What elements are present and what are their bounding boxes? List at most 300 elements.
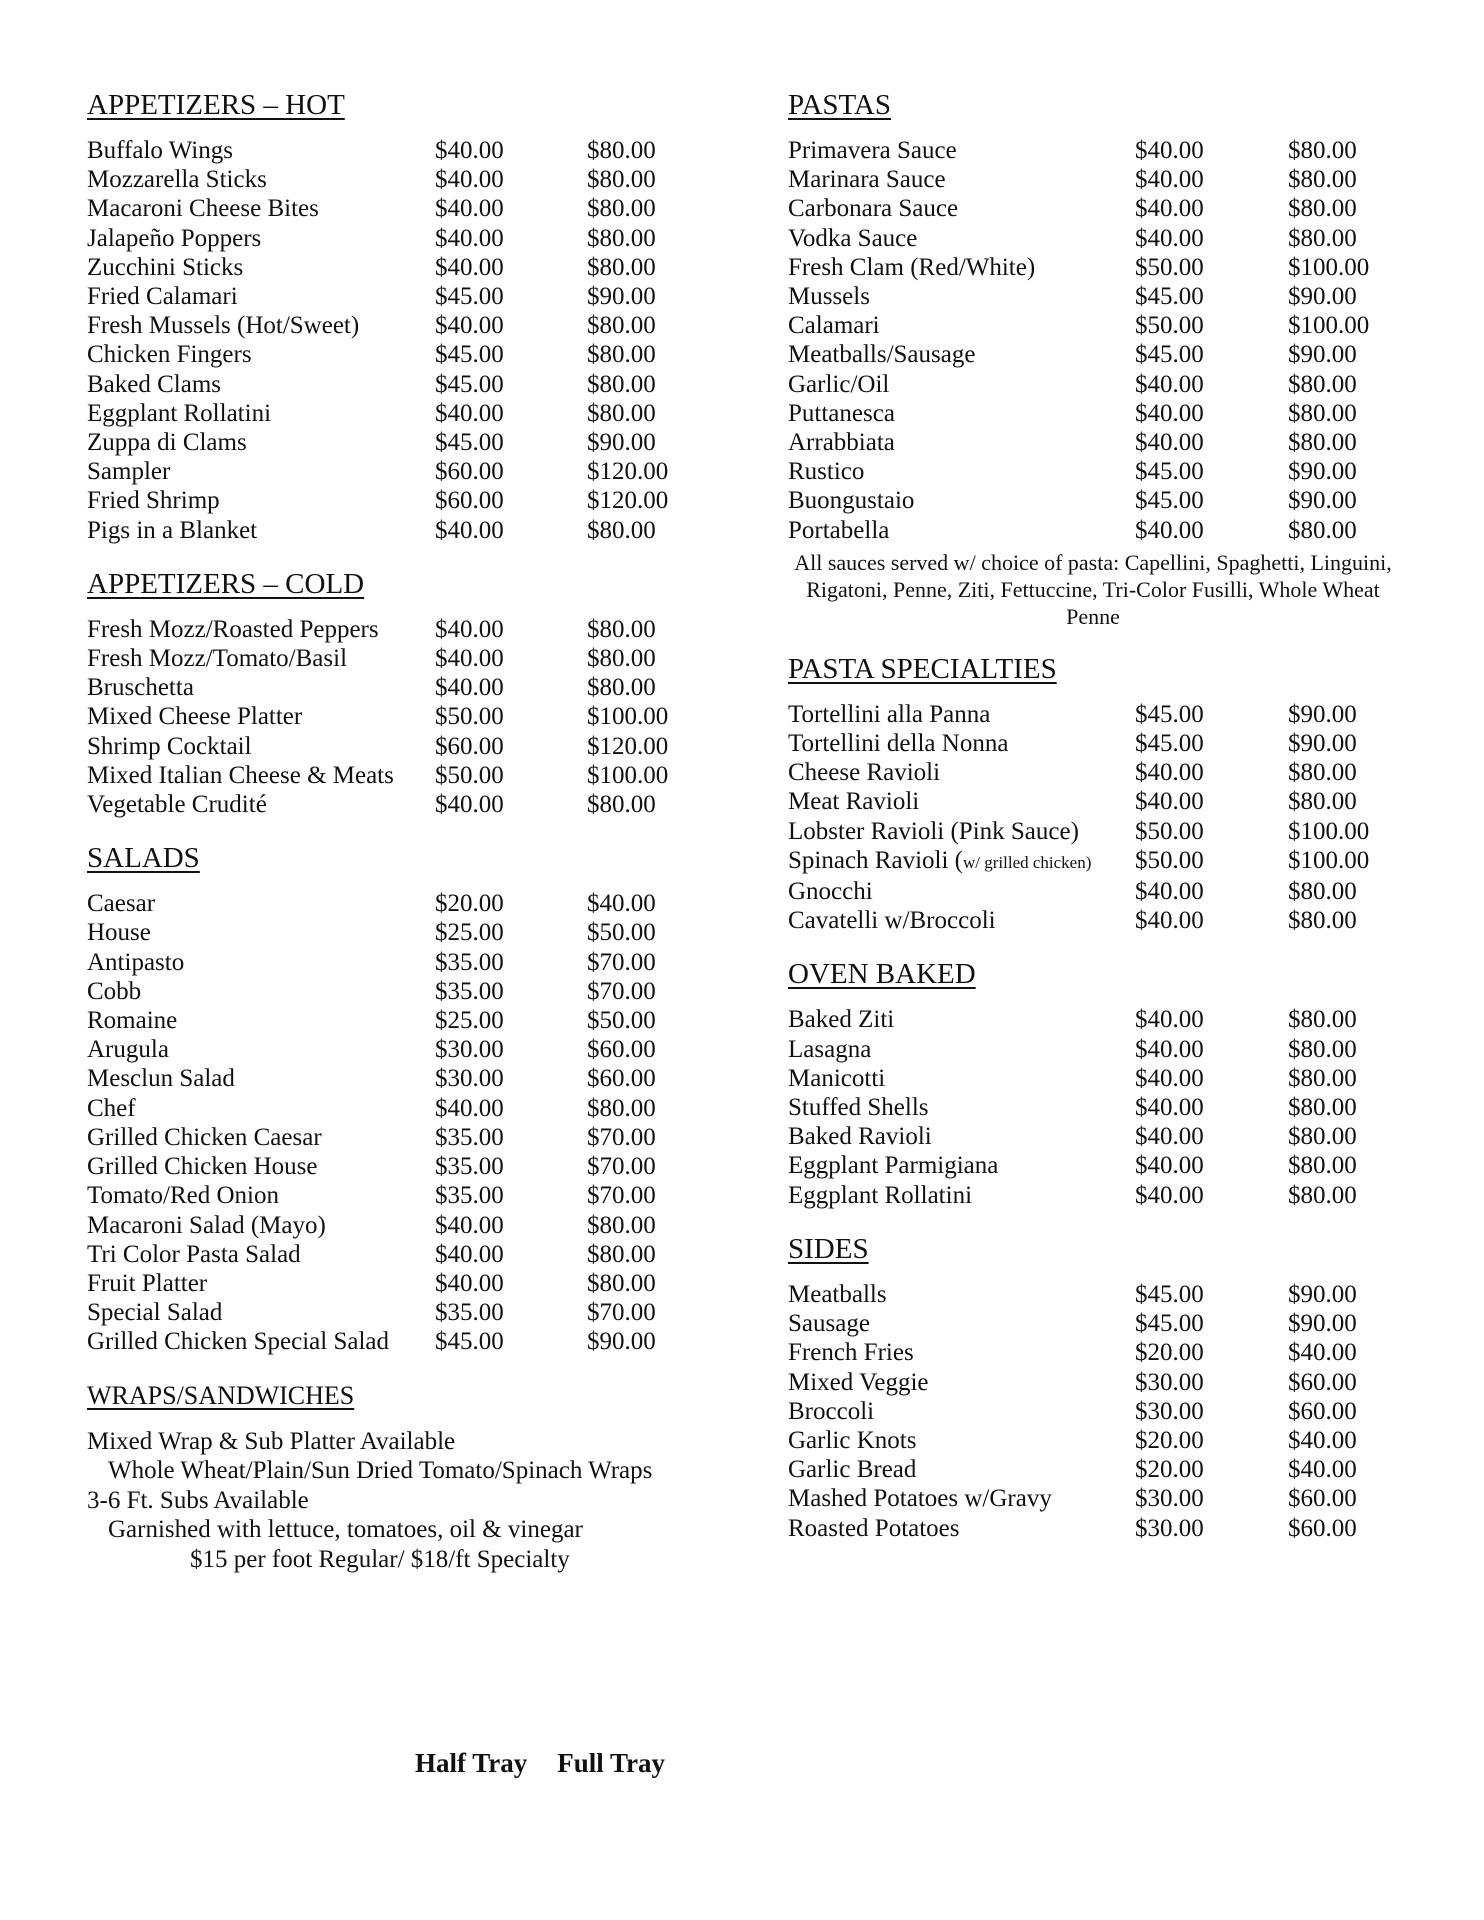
menu-item-row — [87, 1152, 727, 1181]
item-name-text: Meatballs/Sausage — [788, 341, 976, 369]
item-name — [788, 516, 1135, 545]
full-tray-price: $90.00 — [587, 283, 656, 311]
item-name-text: Special Salad — [87, 1299, 223, 1327]
menu-item-row — [788, 817, 1428, 846]
full-tray-price: $80.00 — [587, 253, 656, 281]
menu-item-row — [87, 165, 727, 194]
item-name-text: Buffalo Wings — [87, 137, 233, 164]
item-name-text: Mussels — [788, 283, 870, 311]
menu-item-row — [788, 516, 1428, 545]
full-tray-price: $80.00 — [587, 399, 656, 427]
wraps-line: Garnished with lettuce, tomatoes, oil & vinegar — [108, 1516, 583, 1544]
item-name-text: Lasagna — [788, 1035, 872, 1063]
half-tray-price: $35.00 — [435, 1182, 504, 1210]
full-tray-price: $80.00 — [1288, 759, 1357, 787]
item-name — [87, 761, 435, 790]
half-tray-price: $35.00 — [435, 948, 504, 976]
half-tray-price: $20.00 — [1135, 1426, 1204, 1454]
item-name-text: Baked Ravioli — [788, 1123, 932, 1151]
menu-item-row — [788, 700, 1428, 729]
menu-item-row — [87, 1240, 727, 1269]
item-name — [87, 311, 435, 340]
half-tray-price: $30.00 — [435, 1065, 504, 1093]
half-tray-price: $45.00 — [435, 429, 504, 457]
full-tray-price: $90.00 — [1288, 458, 1357, 486]
menu-item-row — [788, 758, 1428, 787]
full-tray-price: $80.00 — [1288, 1152, 1357, 1180]
item-name — [788, 194, 1135, 223]
half-tray-price: $40.00 — [1135, 429, 1204, 457]
full-tray-price: $80.00 — [1288, 166, 1357, 194]
half-tray-price: $45.00 — [1135, 283, 1204, 311]
item-name — [87, 948, 435, 977]
half-tray-price: $40.00 — [435, 1094, 504, 1122]
menu-item-row — [788, 457, 1428, 486]
item-name — [87, 136, 435, 165]
half-tray-price: $50.00 — [1135, 312, 1204, 340]
half-tray-price: $50.00 — [435, 761, 504, 789]
menu-item-row — [788, 1005, 1428, 1034]
item-name — [87, 1327, 435, 1356]
half-tray-price: $40.00 — [1135, 166, 1204, 194]
half-tray-price: $40.00 — [1135, 1152, 1204, 1180]
left-column — [87, 88, 727, 1596]
item-name — [788, 282, 1135, 311]
item-name — [788, 846, 1135, 877]
section-title: PASTAS — [788, 89, 892, 121]
item-name — [788, 486, 1135, 515]
full-tray-price: $50.00 — [587, 1007, 656, 1035]
menu-item-row — [87, 702, 727, 731]
menu-item-row — [788, 1484, 1428, 1513]
half-tray-price: $35.00 — [435, 1153, 504, 1181]
half-tray-price: $40.00 — [1135, 1181, 1204, 1209]
menu-item-row — [788, 1309, 1428, 1338]
half-tray-price: $45.00 — [435, 283, 504, 311]
item-name-text: Puttanesca — [788, 399, 895, 427]
half-tray-price: $45.00 — [1135, 487, 1204, 515]
item-name-text: Garlic Bread — [788, 1456, 917, 1484]
full-tray-price: $40.00 — [587, 890, 656, 918]
item-name — [87, 1211, 435, 1240]
menu-item-row — [87, 428, 727, 457]
full-tray-price: $60.00 — [1288, 1397, 1357, 1425]
item-name — [788, 399, 1135, 428]
half-tray-price: $25.00 — [435, 919, 504, 947]
item-name — [87, 1006, 435, 1035]
full-tray-price: $40.00 — [1288, 1426, 1357, 1454]
menu-item-row — [87, 1181, 727, 1210]
menu-item-row — [87, 732, 727, 761]
item-name-text: Tomato/Red Onion — [87, 1182, 279, 1210]
menu-item-row — [788, 1064, 1428, 1093]
item-name-text: Arrabbiata — [788, 429, 895, 457]
menu-item-row — [87, 615, 727, 644]
item-name-text: Portabella — [788, 516, 890, 544]
menu-item-row — [87, 644, 727, 673]
full-tray-label: Full Tray — [557, 1748, 666, 1778]
full-tray-price: $70.00 — [587, 1153, 656, 1181]
half-tray-price: $45.00 — [1135, 341, 1204, 369]
half-tray-price: $40.00 — [1135, 195, 1204, 223]
half-tray-price: $40.00 — [1135, 137, 1204, 164]
item-name — [87, 673, 435, 702]
item-name — [87, 1152, 435, 1181]
menu-item-row — [87, 1006, 727, 1035]
item-name-text: Caesar — [87, 890, 156, 918]
menu-item-row — [87, 1298, 727, 1327]
half-tray-price: $20.00 — [1135, 1456, 1204, 1484]
item-name — [87, 253, 435, 282]
half-tray-price: $50.00 — [1135, 817, 1204, 845]
half-tray-price: $50.00 — [1135, 846, 1204, 874]
item-name-text: Marinara Sauce — [788, 166, 946, 194]
menu-item-row — [87, 370, 727, 399]
menu-item-row — [87, 282, 727, 311]
item-name-text: Carbonara Sauce — [788, 195, 959, 223]
menu-item-row — [788, 1338, 1428, 1367]
item-name — [87, 428, 435, 457]
item-name-text: Cobb — [87, 977, 142, 1005]
menu-item-row — [788, 846, 1428, 877]
full-tray-price: $60.00 — [1288, 1514, 1357, 1542]
half-tray-price: $45.00 — [1135, 1310, 1204, 1338]
item-name — [87, 732, 435, 761]
half-tray-price: $40.00 — [435, 791, 504, 819]
half-tray-price: $40.00 — [1135, 759, 1204, 787]
menu-item-row — [87, 1035, 727, 1064]
half-tray-price: $50.00 — [435, 703, 504, 731]
full-tray-price: $70.00 — [587, 1123, 656, 1151]
item-name-text: Buongustaio — [788, 487, 915, 515]
item-name-text: Eggplant Rollatini — [87, 399, 272, 427]
item-name — [788, 1368, 1135, 1397]
menu-item-row — [87, 1094, 727, 1123]
half-tray-price: $40.00 — [435, 674, 504, 702]
menu-item-row — [87, 136, 727, 165]
item-name-text: Mesclun Salad — [87, 1065, 235, 1093]
item-name-text: Grilled Chicken Caesar — [87, 1123, 322, 1151]
menu-item-row — [788, 282, 1428, 311]
item-name — [87, 918, 435, 947]
item-name-text: Cavatelli w/Broccoli — [788, 907, 996, 935]
item-name — [788, 1455, 1135, 1484]
full-tray-price: $90.00 — [1288, 487, 1357, 515]
item-name-text: Vodka Sauce — [788, 224, 918, 252]
half-tray-price: $60.00 — [435, 458, 504, 486]
half-tray-price: $45.00 — [1135, 700, 1204, 728]
full-tray-price: $80.00 — [1288, 1006, 1357, 1034]
item-name-text: Mixed Veggie — [788, 1368, 929, 1396]
item-name-text: Vegetable Crudité — [87, 791, 267, 819]
half-tray-price: $40.00 — [435, 253, 504, 281]
full-tray-price: $100.00 — [587, 703, 669, 731]
item-name — [788, 1338, 1135, 1367]
full-tray-price: $80.00 — [587, 166, 656, 194]
item-name-text: Primavera Sauce — [788, 137, 957, 164]
full-tray-price: $80.00 — [1288, 878, 1357, 906]
full-tray-price: $80.00 — [1288, 1035, 1357, 1063]
item-name — [87, 224, 435, 253]
menu-item-row — [788, 1514, 1428, 1543]
full-tray-price: $90.00 — [1288, 283, 1357, 311]
item-name-text: Mixed Cheese Platter — [87, 703, 303, 731]
menu-item-row — [87, 486, 727, 515]
menu-item-row — [788, 906, 1428, 935]
section-title: APPETIZERS – HOT — [87, 89, 345, 121]
menu-item-row — [788, 1181, 1428, 1210]
item-name — [788, 428, 1135, 457]
section-appetizers-cold — [87, 567, 727, 819]
item-name-text: Fruit Platter — [87, 1269, 208, 1297]
full-tray-price: $60.00 — [1288, 1485, 1357, 1513]
item-name-text: Tortellini della Nonna — [788, 730, 1009, 758]
full-tray-price: $80.00 — [587, 1240, 656, 1268]
full-tray-price: $120.00 — [587, 458, 669, 486]
item-name-text: Garlic/Oil — [788, 370, 890, 398]
menu-item-row — [788, 1455, 1428, 1484]
full-tray-price: $70.00 — [587, 977, 656, 1005]
full-tray-price: $100.00 — [587, 761, 669, 789]
right-column — [788, 88, 1428, 1565]
menu-item-row — [788, 136, 1428, 165]
item-name-text: Rustico — [788, 458, 865, 486]
full-tray-price: $80.00 — [587, 137, 656, 164]
item-name — [788, 1426, 1135, 1455]
menu-item-row — [87, 224, 727, 253]
menu-item-row — [788, 194, 1428, 223]
half-tray-price: $40.00 — [435, 312, 504, 340]
menu-item-row — [87, 761, 727, 790]
menu-item-row — [87, 918, 727, 947]
menu-item-row — [87, 340, 727, 369]
full-tray-price: $100.00 — [1288, 253, 1370, 281]
full-tray-price: $80.00 — [587, 615, 656, 643]
section-title: PASTA SPECIALTIES — [788, 652, 1057, 685]
full-tray-price: $40.00 — [1288, 1456, 1357, 1484]
item-name — [788, 1005, 1135, 1034]
item-name-text: Calamari — [788, 312, 880, 340]
half-tray-price: $40.00 — [435, 224, 504, 252]
full-tray-price: $60.00 — [1288, 1368, 1357, 1396]
full-tray-price: $80.00 — [1288, 1094, 1357, 1122]
menu-item-row — [788, 486, 1428, 515]
menu-item-row — [788, 428, 1428, 457]
half-tray-price: $35.00 — [435, 1123, 504, 1151]
item-name — [788, 370, 1135, 399]
item-name — [788, 1280, 1135, 1309]
item-name — [87, 790, 435, 819]
item-name — [87, 282, 435, 311]
item-name — [788, 758, 1135, 787]
menu-item-row — [87, 311, 727, 340]
item-name — [87, 1269, 435, 1298]
full-tray-price: $80.00 — [1288, 224, 1357, 252]
item-name-text: Romaine — [87, 1007, 178, 1035]
item-name — [87, 1298, 435, 1327]
full-tray-price: $80.00 — [1288, 137, 1357, 164]
item-name-text: Tri Color Pasta Salad — [87, 1240, 301, 1268]
menu-item-row — [788, 1397, 1428, 1426]
menu-item-row — [87, 457, 727, 486]
full-tray-price: $120.00 — [587, 732, 669, 760]
item-name-text: Eggplant Rollatini — [788, 1181, 973, 1209]
item-name — [788, 877, 1135, 906]
full-tray-price: $90.00 — [1288, 1310, 1357, 1338]
full-tray-price: $40.00 — [1288, 1339, 1357, 1367]
half-tray-price: $40.00 — [435, 1240, 504, 1268]
full-tray-price: $60.00 — [587, 1036, 656, 1064]
item-name — [87, 399, 435, 428]
menu-item-row — [87, 1123, 727, 1152]
item-name-text: Lobster Ravioli (Pink Sauce) — [788, 817, 1079, 845]
item-name — [87, 516, 435, 545]
half-tray-price: $50.00 — [1135, 253, 1204, 281]
full-tray-price: $80.00 — [1288, 1123, 1357, 1151]
menu-item-row — [87, 790, 727, 819]
menu-item-row — [788, 224, 1428, 253]
half-tray-price: $30.00 — [1135, 1368, 1204, 1396]
half-tray-price: $30.00 — [1135, 1514, 1204, 1542]
half-tray-price: $30.00 — [1135, 1485, 1204, 1513]
item-name — [788, 253, 1135, 282]
half-tray-price: $40.00 — [435, 516, 504, 544]
full-tray-price: $60.00 — [587, 1065, 656, 1093]
half-tray-price: $45.00 — [435, 1328, 504, 1356]
item-name-text: Shrimp Cocktail — [87, 732, 252, 760]
half-tray-price: $35.00 — [435, 977, 504, 1005]
item-name — [87, 340, 435, 369]
full-tray-price: $80.00 — [1288, 1181, 1357, 1209]
full-tray-price: $80.00 — [587, 312, 656, 340]
wraps-line: $15 per foot Regular/ $18/ft Specialty — [190, 1545, 570, 1573]
half-tray-price: $40.00 — [1135, 1006, 1204, 1034]
full-tray-price: $70.00 — [587, 1182, 656, 1210]
half-tray-label: Half Tray — [415, 1748, 528, 1778]
item-name-text: Zuppa di Clams — [87, 429, 247, 457]
full-tray-price: $80.00 — [1288, 399, 1357, 427]
item-name — [87, 1064, 435, 1093]
section-title: OVEN BAKED — [788, 958, 976, 991]
half-tray-price: $40.00 — [1135, 1123, 1204, 1151]
item-name — [788, 729, 1135, 758]
menu-item-row — [87, 516, 727, 545]
item-name-text: Fresh Mozz/Tomato/Basil — [87, 645, 348, 673]
menu-item-row — [788, 1093, 1428, 1122]
item-name-text: Chef — [87, 1094, 136, 1122]
half-tray-price: $40.00 — [1135, 370, 1204, 398]
full-tray-price: $70.00 — [587, 948, 656, 976]
full-tray-price: $100.00 — [1288, 817, 1370, 845]
item-name-text: Broccoli — [788, 1397, 875, 1425]
pasta-note: All sauces served w/ choice of pasta: Capellini, Spaghetti, Linguini, Rigatoni, Penne, Ziti, Fettuccine, Tri-Color Fusilli, Whole Wheat Penne — [794, 549, 1392, 629]
half-tray-price: $45.00 — [1135, 458, 1204, 486]
item-name — [788, 1064, 1135, 1093]
item-name — [788, 700, 1135, 729]
item-name-text: Bruschetta — [87, 674, 194, 702]
menu-item-row — [788, 1280, 1428, 1309]
half-tray-price: $40.00 — [1135, 516, 1204, 544]
item-name-note: w/ grilled chicken) — [962, 852, 1092, 872]
full-tray-price: $80.00 — [587, 674, 656, 702]
item-name-text: Grilled Chicken House — [87, 1153, 318, 1181]
menu-item-row — [788, 311, 1428, 340]
half-tray-price: $40.00 — [1135, 788, 1204, 816]
menu-item-row — [87, 1269, 727, 1298]
menu-item-row — [87, 194, 727, 223]
item-name-text: Spinach Ravioli ( — [788, 846, 963, 874]
menu-item-row — [788, 1035, 1428, 1064]
item-name — [87, 457, 435, 486]
tray-size-legend — [415, 1748, 665, 1779]
full-tray-price: $90.00 — [587, 1328, 656, 1356]
item-name — [87, 194, 435, 223]
item-name-text: Eggplant Parmigiana — [788, 1152, 999, 1180]
full-tray-price: $80.00 — [1288, 788, 1357, 816]
section-salads — [87, 841, 727, 1356]
full-tray-price: $90.00 — [587, 429, 656, 457]
full-tray-price: $90.00 — [1288, 700, 1357, 728]
item-name-text: House — [87, 919, 151, 947]
full-tray-price: $80.00 — [587, 1211, 656, 1239]
half-tray-price: $40.00 — [1135, 1094, 1204, 1122]
menu-item-row — [788, 787, 1428, 816]
item-name — [788, 340, 1135, 369]
full-tray-price: $90.00 — [1288, 1280, 1357, 1308]
half-tray-price: $60.00 — [435, 732, 504, 760]
item-name — [788, 1514, 1135, 1543]
item-name-text: Mixed Italian Cheese & Meats — [87, 761, 394, 789]
item-name-text: Roasted Potatoes — [788, 1514, 960, 1542]
half-tray-price: $40.00 — [435, 195, 504, 223]
full-tray-price: $80.00 — [587, 1269, 656, 1297]
half-tray-price: $30.00 — [1135, 1397, 1204, 1425]
half-tray-price: $40.00 — [435, 645, 504, 673]
half-tray-price: $40.00 — [1135, 1064, 1204, 1092]
menu-item-row — [788, 729, 1428, 758]
half-tray-price: $60.00 — [435, 487, 504, 515]
item-name — [788, 1397, 1135, 1426]
menu-item-row — [87, 399, 727, 428]
half-tray-price: $40.00 — [435, 1211, 504, 1239]
section-pasta-specialties — [788, 652, 1428, 936]
item-name-text: Cheese Ravioli — [788, 759, 941, 787]
full-tray-price: $80.00 — [1288, 516, 1357, 544]
full-tray-price: $100.00 — [1288, 312, 1370, 340]
item-name-text: Mozzarella Sticks — [87, 166, 267, 194]
item-name — [87, 1035, 435, 1064]
menu-item-row — [87, 253, 727, 282]
half-tray-price: $40.00 — [435, 1269, 504, 1297]
menu-item-row — [788, 1426, 1428, 1455]
item-name-text: Arugula — [87, 1036, 169, 1064]
full-tray-price: $80.00 — [1288, 1064, 1357, 1092]
item-name — [788, 1181, 1135, 1210]
full-tray-price: $80.00 — [587, 195, 656, 223]
half-tray-price: $40.00 — [435, 399, 504, 427]
item-name — [87, 889, 435, 918]
half-tray-price: $20.00 — [1135, 1339, 1204, 1367]
full-tray-price: $80.00 — [587, 370, 656, 398]
item-name — [87, 702, 435, 731]
menu-item-row — [788, 340, 1428, 369]
section-pastas — [788, 88, 1428, 630]
full-tray-price: $80.00 — [1288, 429, 1357, 457]
item-name-text: French Fries — [788, 1339, 914, 1367]
menu-item-row — [788, 1151, 1428, 1180]
item-name — [788, 906, 1135, 935]
full-tray-price: $50.00 — [587, 919, 656, 947]
